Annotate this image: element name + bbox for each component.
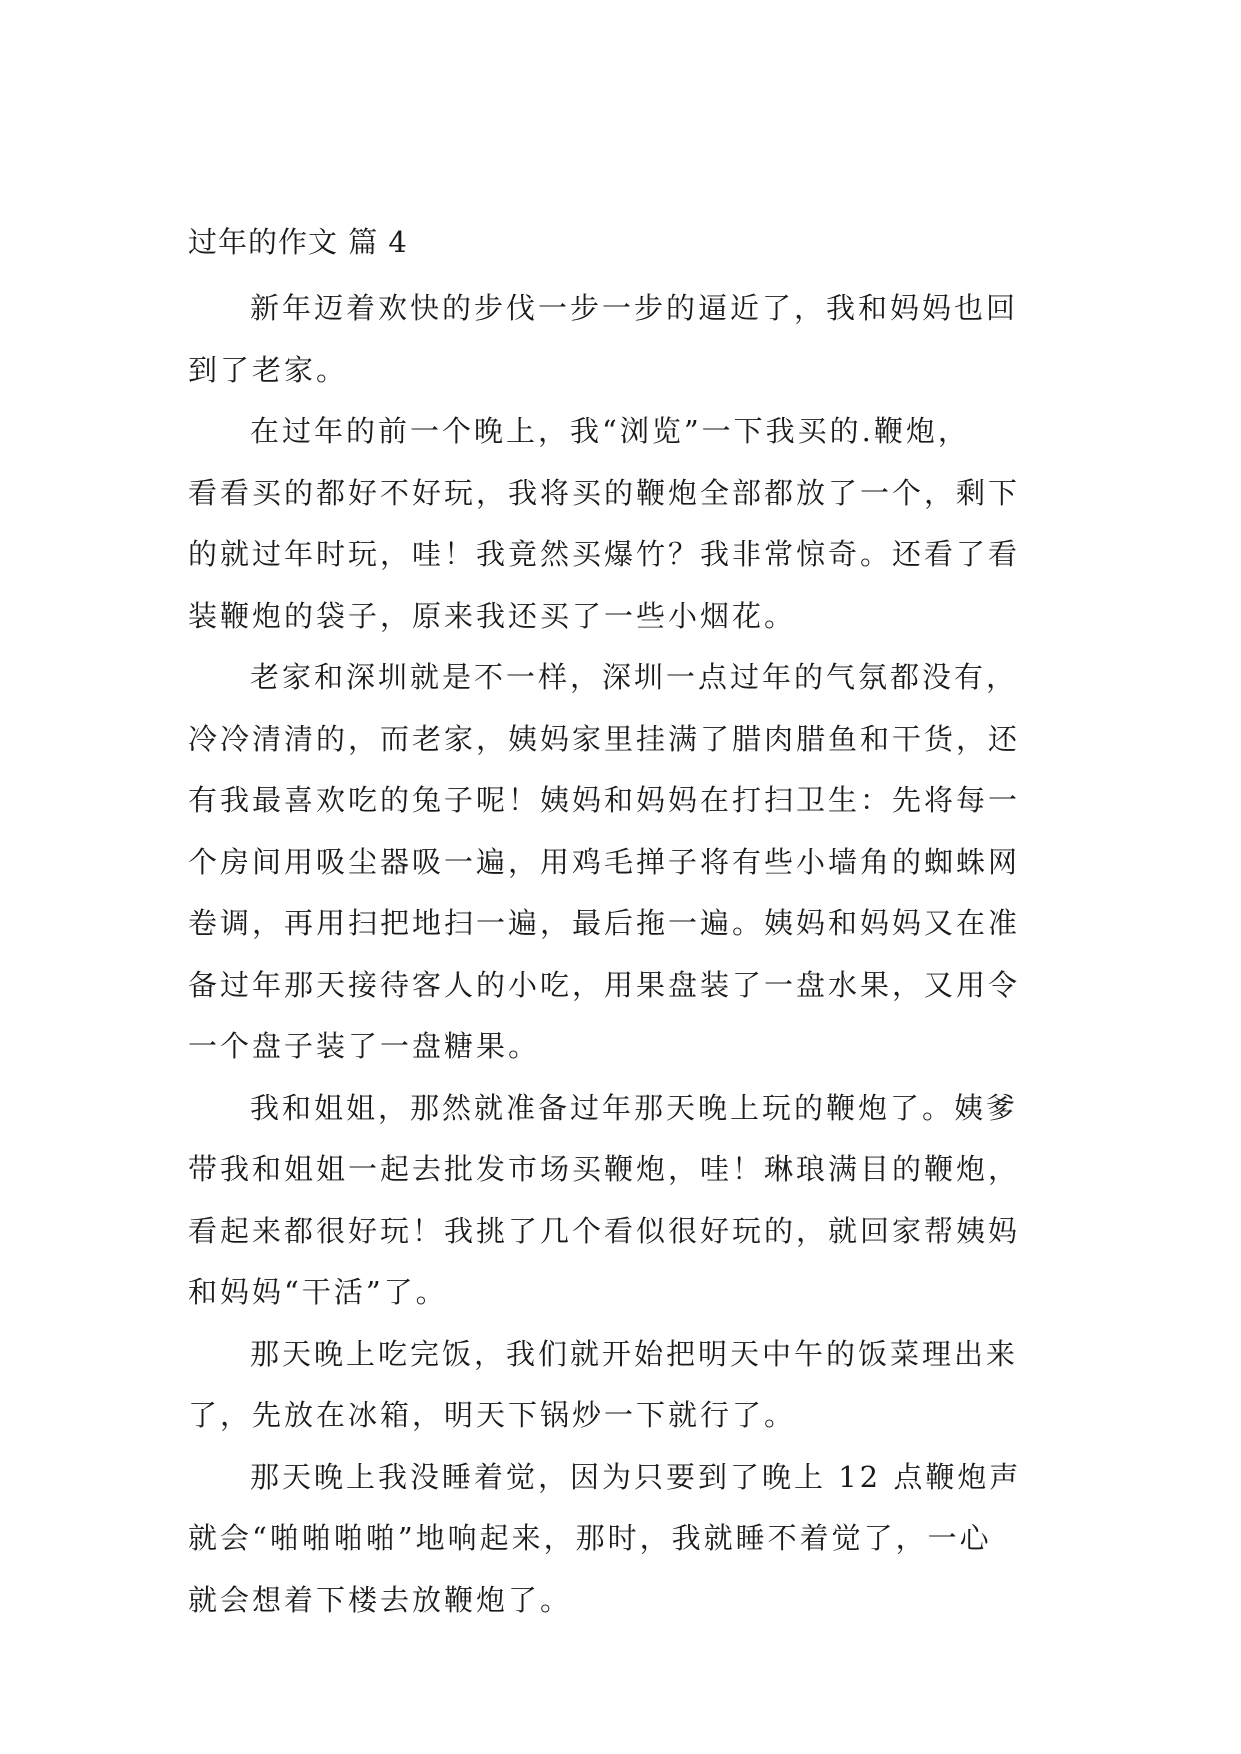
text-line: 我和姐姐，那然就准备过年那天晚上玩的鞭炮了。姨爹	[250, 1090, 1019, 1125]
text-line: 新年迈着欢快的步伐一步一步的逼近了，我和妈妈也回	[250, 291, 1019, 325]
text-line: 的就过年时玩，哇！我竟然买爆竹？我非常惊奇。还看了看	[188, 537, 1021, 571]
paragraph-4	[188, 1078, 1056, 1324]
text-line: 就会想着下楼去放鞭炮了。	[188, 1582, 573, 1617]
text-line: 看看买的都好不好玩，我将买的鞭炮全部都放了一个，剩下	[188, 475, 1021, 510]
text-line: 一个盘子装了一盘糖果。	[188, 1029, 541, 1063]
text-line: 冷冷清清的，而老家，姨妈家里挂满了腊肉腊鱼和干货，还	[188, 721, 1021, 756]
text-line: 看起来都很好玩！我挑了几个看似很好玩的，就回家帮姨妈	[188, 1213, 1021, 1248]
text-line: 了，先放在冰箱，明天下锅炒一下就行了。	[188, 1398, 797, 1432]
text-line: 带我和姐姐一起去批发市场买鞭炮，哇！琳琅满目的鞭炮，	[188, 1152, 1021, 1186]
text-line: 那天晚上吃完饭，我们就开始把明天中午的饭菜理出来	[250, 1336, 1019, 1371]
essay-title: 过年的作文 篇 4	[188, 225, 408, 259]
text-line: 就会“啪啪啪啪”地响起来，那时，我就睡不着觉了，一心	[188, 1521, 992, 1555]
text-line: 到了老家。	[188, 352, 349, 387]
text-line: 老家和深圳就是不一样，深圳一点过年的气氛都没有，	[250, 660, 1019, 694]
text-line: 那天晚上我没睡着觉，因为只要到了晚上 12 点鞭炮声	[250, 1459, 1022, 1494]
essay-body	[188, 278, 1056, 1631]
text-line: 有我最喜欢吃的兔子呢！姨妈和妈妈在打扫卫生：先将每一	[188, 783, 1021, 817]
text-line: 备过年那天接待客人的小吃，用果盘装了一盘水果，又用令	[188, 967, 1021, 1002]
paragraph-3	[188, 647, 1056, 1078]
paragraph-6	[188, 1447, 1056, 1632]
paragraph-2	[188, 401, 1056, 647]
paragraph-1	[188, 278, 1056, 401]
text-line: 和妈妈“干活”了。	[188, 1275, 448, 1309]
paragraph-5	[188, 1324, 1056, 1447]
text-line: 卷调，再用扫把地扫一遍，最后拖一遍。姨妈和妈妈又在准	[188, 906, 1021, 940]
text-line: 个房间用吸尘器吸一遍，用鸡毛掸子将有些小墙角的蜘蛛网	[188, 844, 1021, 879]
text-line: 在过年的前一个晚上，我“浏览”一下我买的.鞭炮，	[250, 414, 970, 448]
text-line: 装鞭炮的袋子，原来我还买了一些小烟花。	[188, 598, 797, 633]
